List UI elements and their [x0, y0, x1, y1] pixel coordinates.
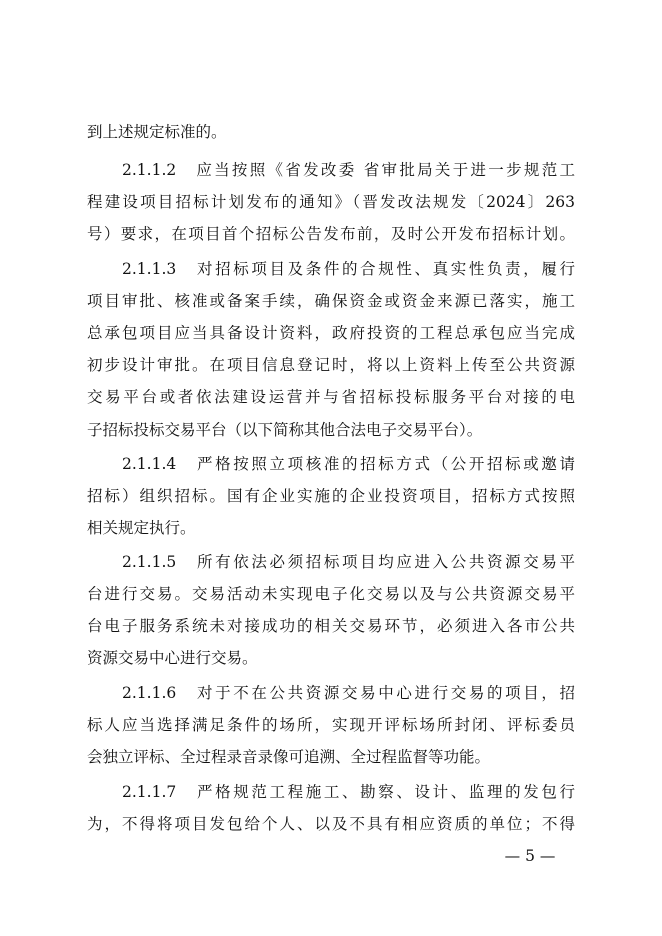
paragraph-line: 标人应当选择满足条件的场所，实现开评标场所封闭、评标委员: [87, 716, 575, 734]
paragraph-line: 号）要求，在项目首个招标公告发布前，及时公开发布招标计划。: [87, 225, 575, 243]
paragraph-line: 子招标投标交易平台（以下简称其他合法电子交易平台）。: [87, 421, 483, 439]
paragraph-line: 2.1.1.2 应当按照《省发改委 省审批局关于进一步规范工: [122, 161, 575, 179]
paragraph-line: 台电子服务系统未对接成功的相关交易环节，必须进入各市公共: [87, 617, 575, 635]
paragraph-line: 相关规定执行。: [87, 519, 196, 537]
paragraph-line: 台进行交易。交易活动未实现电子化交易以及与公共资源交易平: [87, 585, 575, 603]
paragraph-line: 2.1.1.6 对于不在公共资源交易中心进行交易的项目，招: [122, 684, 575, 702]
paragraph-line: 2.1.1.4 严格按照立项核准的招标方式（公开招标或邀请: [122, 455, 575, 473]
paragraph-line: 资源交易中心进行交易。: [87, 649, 258, 667]
paragraph-line: 到上述规定标准的。: [87, 123, 227, 141]
paragraph-line: 为，不得将项目发包给个人、以及不具有相应资质的单位；不得: [87, 815, 575, 833]
paragraph-line: 2.1.1.3 对招标项目及条件的合规性、真实性负责，履行: [122, 260, 575, 278]
paragraph-line: 程建设项目招标计划发布的通知》（晋发改法规发〔2024〕263: [87, 193, 575, 211]
paragraph-line: 会独立评标、全过程录音录像可追溯、全过程监督等功能。: [87, 748, 491, 766]
paragraph-line: 2.1.1.7 严格规范工程施工、勘察、设计、监理的发包行: [122, 783, 575, 801]
paragraph-line: 2.1.1.5 所有依法必须招标项目均应进入公共资源交易平: [122, 553, 575, 571]
paragraph-line: 交易平台或者依法建设运营并与省招标投标服务平台对接的电: [87, 388, 575, 406]
paragraph-line: 招标）组织招标。国有企业实施的企业投资项目，招标方式按照: [87, 487, 575, 505]
paragraph-line: 总承包项目应当具备设计资料，政府投资的工程总承包应当完成: [87, 324, 575, 342]
paragraph-line: 初步设计审批。在项目信息登记时，将以上资料上传至公共资源: [87, 356, 575, 374]
page-number: — 5 —: [504, 847, 556, 865]
paragraph-line: 项目审批、核准或备案手续，确保资金或资金来源已落实，施工: [87, 292, 575, 310]
